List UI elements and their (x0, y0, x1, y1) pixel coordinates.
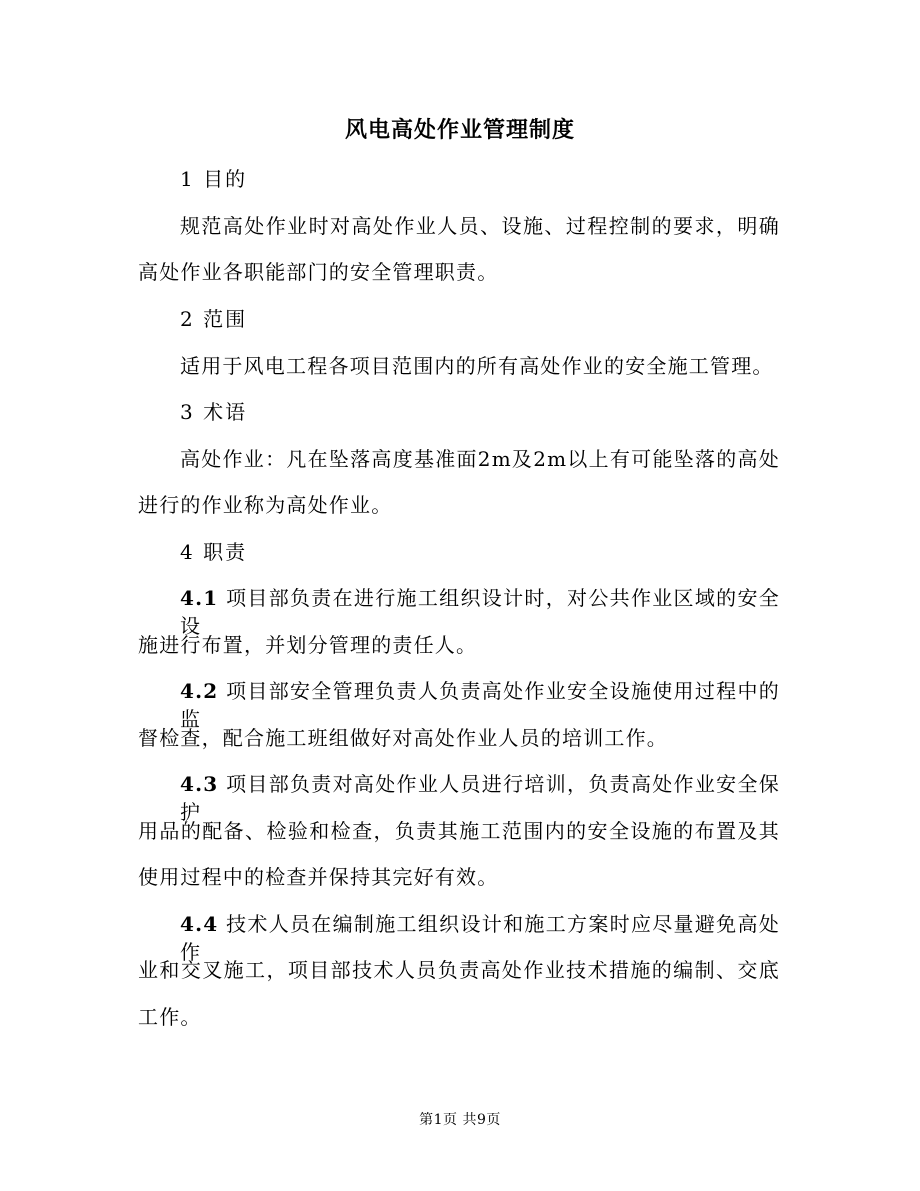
page-title: 风电高处作业管理制度 (344, 118, 575, 143)
item-number: 4.2 (180, 679, 219, 703)
item-number: 4.4 (180, 912, 219, 936)
section-heading-purpose: 1 目的 (180, 167, 248, 191)
list-item-line: 施进行布置，并划分管理的责任人。 (138, 633, 478, 657)
list-item-line: 用品的配备、检验和检查，负责其施工范围内的安全设施的布置及其 (138, 819, 780, 843)
paragraph-line: 进行的作业称为高处作业。 (138, 493, 393, 517)
item-number: 4.3 (180, 772, 219, 796)
item-text: 项目部负责对高处作业人员进行培训，负责高处作业安全保护 (180, 772, 780, 824)
section-heading-scope: 2 范围 (180, 307, 248, 331)
list-item-line: 工作。 (138, 1005, 202, 1029)
list-item-line: 督检查，配合施工班组做好对高处作业人员的培训工作。 (138, 726, 668, 750)
item-text: 项目部负责在进行施工组织设计时，对公共作业区域的安全设 (180, 586, 780, 638)
paragraph-line: 高处作业各职能部门的安全管理职责。 (138, 260, 499, 284)
paragraph-line: 适用于风电工程各项目范围内的所有高处作业的安全施工管理。 (180, 354, 774, 378)
paragraph-line: 高处作业：凡在坠落高度基准面2m及2m以上有可能坠落的高处 (180, 447, 780, 471)
section-heading-terms: 3 术语 (180, 400, 248, 424)
item-text: 项目部安全管理负责人负责高处作业安全设施使用过程中的监 (180, 679, 780, 731)
list-item-line: 业和交叉施工，项目部技术人员负责高处作业技术措施的编制、交底 (138, 958, 780, 982)
item-number: 4.1 (180, 586, 219, 610)
section-heading-duties: 4 职责 (180, 540, 248, 564)
list-item-line: 使用过程中的检查并保持其完好有效。 (138, 865, 499, 889)
item-text: 技术人员在编制施工组织设计和施工方案时应尽量避免高处作 (180, 912, 780, 964)
page-number-footer: 第1页 共9页 (419, 1112, 501, 1128)
paragraph-line: 规范高处作业时对高处作业人员、设施、过程控制的要求，明确 (180, 214, 780, 238)
